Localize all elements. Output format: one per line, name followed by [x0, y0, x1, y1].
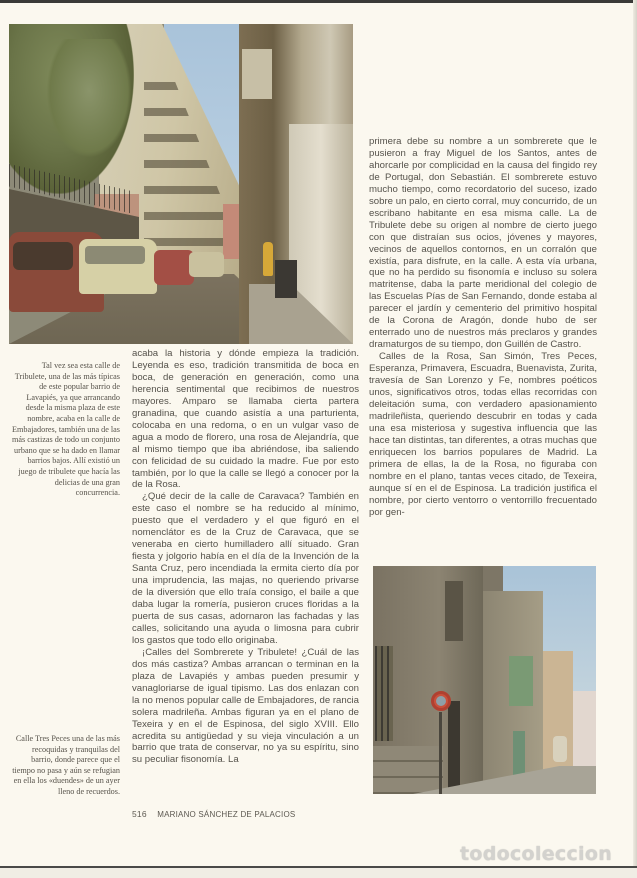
sign-center: [436, 696, 446, 706]
pedestrians: [553, 736, 567, 762]
pedestrian: [263, 242, 273, 276]
barred-window: [375, 646, 393, 741]
page-footer: [132, 809, 295, 819]
caption-tribulete: Tal vez sea esta calle de Tribulete, una de las más típicas de este popular barrio de Lavapiés, ya que arrancando desde la misma plaza de este nombre, acaba en la calle de Embajadores, también una de las más castizas de todo un conjunto urbano que se ha dado en llamar barrios bajos. Allí existió un juego de tribulete que hacía las delicias de una gran concurrencia.: [11, 361, 120, 498]
window: [445, 581, 463, 641]
scan-bottom-edge: [0, 866, 637, 878]
paragraph: ¿Qué decir de la calle de Caravaca? También en este caso el nombre se ha reducido al mínimo, puesto que el verdadero y el que figuró en el nomenclátor es de la Cruz de Caravaca, que se veneraba en cierto humilladero allí situado. Gran fiesta y jolgorio había en el día de la Invención de la Santa Cruz, pero incendiada la ermita cierto día por una imprudencia, las majas, no queriendo privarse de la diversión que ello traía consigo, el baile a que daba lugar la romería, pusieron cruces floridas a la puerta de sus casas, adornaron las fachadas y las calles, solicitando una ayuda o limosna para cubrir los gastos que todo ello originaba.: [132, 491, 359, 646]
doorway: [448, 701, 460, 794]
trees: [39, 39, 139, 169]
running-author: MARIANO SÁNCHEZ DE PALACIOS: [157, 810, 296, 819]
page-number: 516: [132, 809, 147, 819]
paragraph: primera debe su nombre a un sombrerete que le pusieron a fray Miguel de los Santos, antes de ahorcarle por complicidad en la causa del fingido rey de Portugal, don Sebastián. El sombrerete estuvo mucho tiempo, como recordatorio del suceso, izado sobre un palo, en cierto corral, muy concurrido, de un escribano habitante en esa misma calle. La de Tribulete debe su origen al nombre de cierto juego con que distraían sus ocios, jóvenes y mayores, vecinos de aquellos contornos, en un corralón que existía, para disfrute, en la calle. A esta vía urbana, que no ha perdido su fisonomía e incluso su solera matritense, daba la parte meridional del colegio de las Escuelas Pías de San Fernando, donde estaba al parecer el jardín y cementerio del primitivo hospital de la Corona de Aragón, donde hubo de ser enterrado uno de nuestros más preclaros y grandes dramaturgos de su tiempo, don Guillén de Castro.: [369, 136, 597, 351]
stone-base: [373, 746, 443, 794]
trash-bin: [275, 260, 297, 298]
balcony: [242, 49, 272, 99]
green-door: [513, 731, 525, 776]
scan-right-edge: [633, 0, 637, 876]
body-column-right: [369, 136, 597, 519]
sign-pole: [439, 712, 442, 794]
photo-calle-tribulete: [9, 24, 353, 344]
paragraph: acaba la historia y dónde empieza la tradición. Leyenda es eso, tradición transmitida de boca en boca, de generación en generación, como una herencia sentimental que recibimos de nuestros mayores. Amparo se llamaba cierta partera granadina, que cuando asistía a una parturienta, colocaba en una redoma, o en un vulgar vaso de agua a modo de florero, una rosa de Alejandría, que al mismo tiempo que iba abriéndose, iba saliendo con felicidad de su cuidado la madre. Fue por esto también, por lo que la calle se llegó a conocer por la de la Rosa.: [132, 348, 359, 491]
watermark: todocoleccion: [460, 843, 613, 865]
photo-calle-tres-peces: [373, 566, 596, 794]
car-window: [85, 246, 145, 264]
paragraph: ¡Calles del Sombrerete y Tribulete! ¿Cuál de las dos más castiza? Ambas arrancan o terminan en la plaza de Lavapiés y ambas pueden presumir y vanagloriarse de igual tipismo. Las dos enlazan con la no menos popular calle de Embajadores, de rancia solera madrileña. Ambas figuran ya en el plano de Texeira y en el de Espinosa, del siglo XVIII. Ello acredita su antigüedad y su vieja vinculación a un barrio que trata de conservar, no ya su espíritu, sino su peculiar fisonomía. La: [132, 646, 359, 766]
car: [189, 252, 224, 277]
scan-top-edge: [0, 0, 637, 3]
paragraph: Calles de la Rosa, San Simón, Tres Peces, Esperanza, Primavera, Escuadra, Buenavista, Zurita, travesía de San Lorenzo y Fe, nombres poéticos unos, significativos otros, todas ellas recorridas con deleitación suma, con verdadero apasionamiento madrileñista, queriendo descubrir en todas y cada una esa misteriosa y sugestiva influencia que las hace tan distintas, tan diferentes, a otras muchas que enriquecen los barrios populares de Madrid. La primera de ellas, la de la Rosa, no figuraba con nombre en el plano, tantas veces citado, de Texeira, aunque sí en el de Espinosa. La tradición justifica el nombre, por cierto ventorro o ventorrillo frecuentado por gen-: [369, 351, 597, 518]
car-window: [13, 242, 73, 270]
caption-tres-peces: Calle Tres Peces una de las más recoquidas y tranquilas del barrio, donde parece que el tiempo no pasa y aún se refugian en ella los «duendes» de un ayer lleno de recuerdos.: [12, 734, 120, 796]
green-balcony: [509, 656, 533, 706]
body-column-middle: [132, 348, 359, 766]
red-car: [154, 250, 194, 285]
